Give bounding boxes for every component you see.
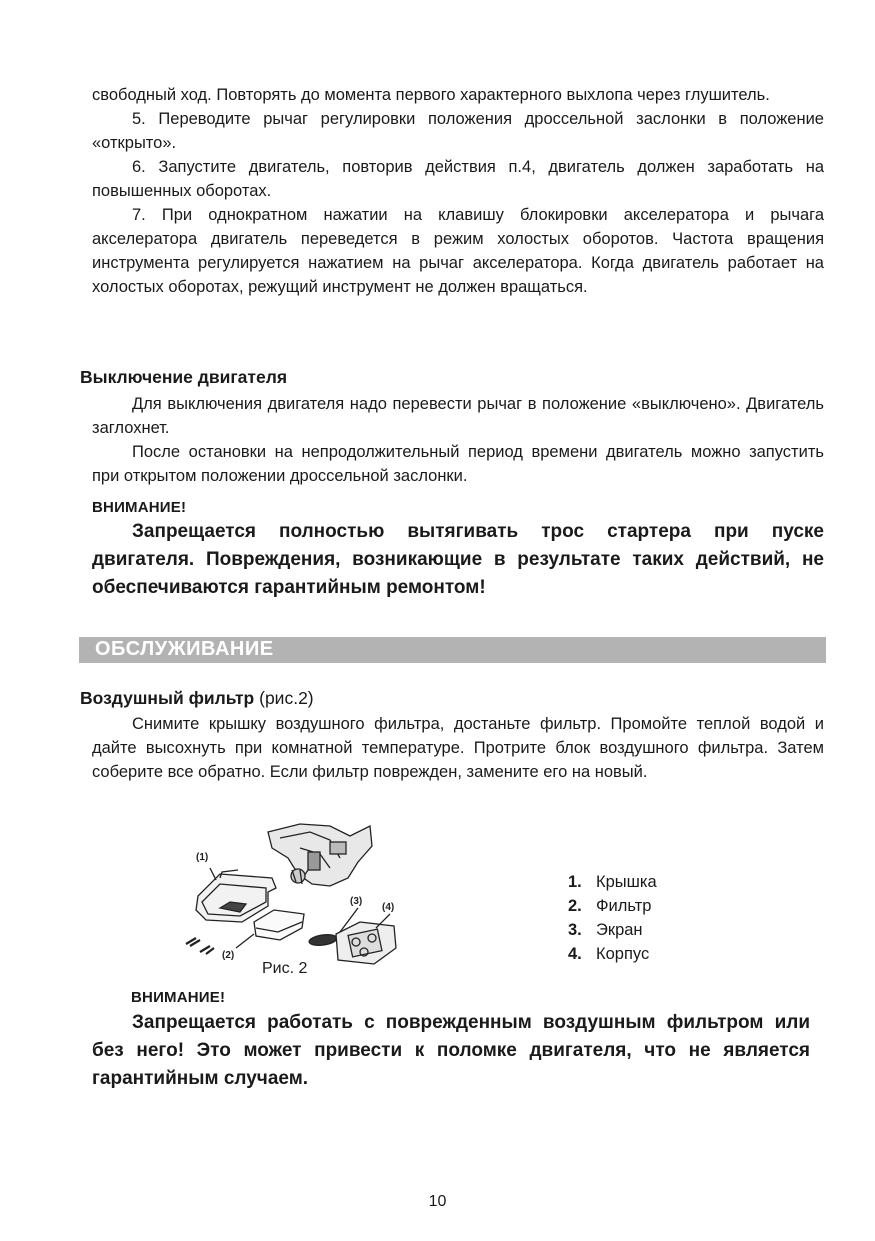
paragraph-continuation: свободный ход. Повторять до момента первого характерного выхлопа через глушитель.: [92, 86, 770, 104]
legend-item: 4. Корпус: [568, 945, 650, 963]
top-text-block: [92, 83, 824, 299]
legend-item: 2. Фильтр: [568, 897, 652, 915]
page-number: 10: [428, 1193, 447, 1210]
warning-text-1: Запрещается полностью вытягивать трос стартера при пуске двигателя. Повреждения, возникающие в результате таких действий, не обеспечиваются гарантийным ремонтом!: [92, 521, 824, 598]
warning-text-2: Запрещается работать с поврежденным воздушным фильтром или без него! Это может привести к поломке двигателя, что не является гарантийным случаем.: [92, 1012, 810, 1089]
paragraph-step-5: 5. Переводите рычаг регулировки положения дроссельной заслонки в положение «открыто».: [92, 110, 824, 152]
air-filter-heading-text: Воздушный фильтр: [80, 688, 255, 708]
callout-3: (3): [350, 896, 363, 907]
warning-label-2: ВНИМАНИЕ!: [131, 989, 226, 1006]
air-filter-heading: [80, 688, 314, 709]
paragraph-step-6: 6. Запустите двигатель, повторив действия п.4, двигатель должен заработать на повышенных оборотах.: [92, 158, 824, 200]
callout-4: (4): [382, 902, 395, 913]
shutdown-paragraph-1: Для выключения двигателя надо перевести рычаг в положение «выключено». Двигатель заглохнет.: [92, 395, 824, 437]
air-filter-exploded-view: [180, 818, 410, 983]
air-filter-figure-ref: (рис.2): [259, 688, 314, 708]
figure-legend: [568, 870, 657, 966]
figure-caption: Рис. 2: [262, 960, 308, 977]
shutdown-text-block: [92, 392, 824, 488]
shutdown-paragraph-2: После остановки на непродолжительный период времени двигатель можно запустить при открытом положении дроссельной заслонки.: [92, 443, 824, 485]
section-header-bar: [79, 637, 826, 663]
callout-2: (2): [222, 950, 235, 961]
air-filter-text-block: [92, 712, 824, 784]
shutdown-heading-text: Выключение двигателя: [80, 367, 288, 387]
section-title: ОБСЛУЖИВАНИЕ: [95, 638, 274, 660]
air-filter-diagram: [180, 818, 410, 983]
air-filter-paragraph: Снимите крышку воздушного фильтра, достаньте фильтр. Промойте теплой водой и дайте высохнуть при комнатной температуре. Протрите блок воздушного фильтра. Затем соберите все обратно. Если фильтр поврежден, замените его на новый.: [92, 715, 824, 781]
legend-item: 3. Экран: [568, 921, 643, 939]
paragraph-step-7: 7. При однократном нажатии на клавишу блокировки акселератора и рычага акселератора двигатель переведется в режим холостых оборотов. Частота вращения инструмента регулируется нажатием на рычаг акселератора. Когда двигатель работает на холостых оборотах, режущий инструмент не должен вращаться.: [92, 206, 824, 296]
legend-item: 1. Крышка: [568, 873, 657, 891]
shutdown-heading: [80, 367, 287, 388]
callout-1: (1): [196, 852, 209, 863]
warning-label-1: ВНИМАНИЕ!: [92, 499, 187, 516]
